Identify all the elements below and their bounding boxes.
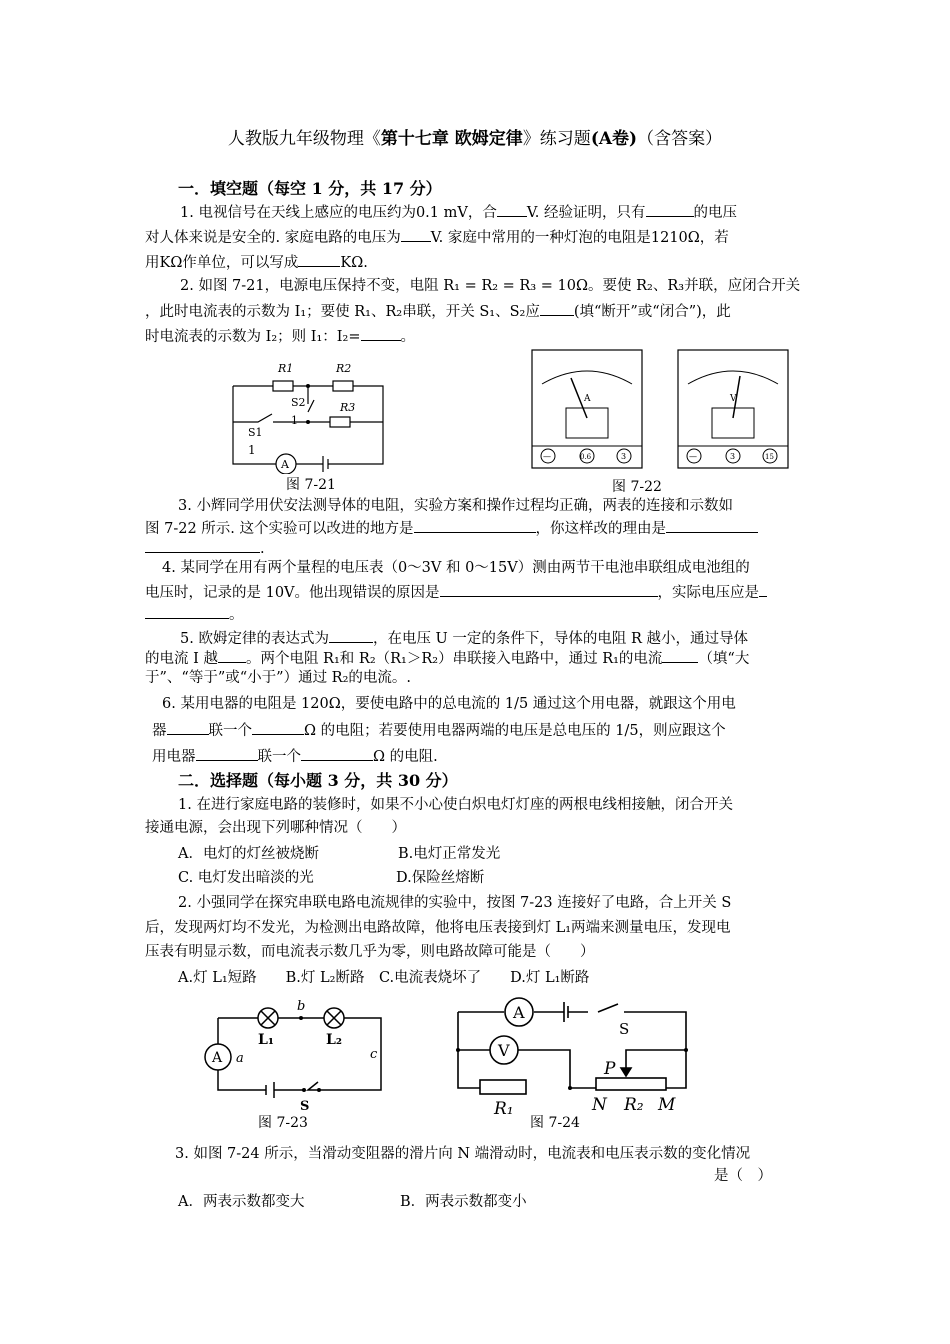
figure-7-23-circuit	[196, 996, 391, 1114]
ammeter-label: A	[281, 458, 289, 471]
figure-7-22-meters	[528, 346, 808, 476]
q6-line2: 器 联一个 Ω 的电阻；若要使用电器两端的电压是总电压的 1/5，则应跟这个	[152, 720, 726, 741]
terminal-3a: 3	[621, 452, 627, 461]
q5-line3: 于”、“等于”或“小于”）通过 R₂的电流。.	[145, 670, 412, 686]
s2q1-option-d: D.保险丝熔断	[396, 870, 485, 886]
s2q2-line2: 后，发现两灯均不发光，为检测出电路故障，他将电压表接到灯 L₁两端来测量电压，发现电	[145, 920, 731, 936]
q3-line3: .	[145, 538, 265, 559]
q4-line1: 4. 某同学在用有两个量程的电压表（0～3V 和 0～15V）测由两节干电池串联组成电池组的	[162, 560, 750, 576]
terminal-15: 15	[765, 453, 774, 461]
s2q3-line2: 是（ ）	[714, 1168, 772, 1184]
lamp-l2-label: L₂	[326, 1032, 342, 1048]
q5-line1: 5. 欧姆定律的表达式为 ，在电压 U 一定的条件下，导体的电阻 R 越小，通过导体	[180, 628, 748, 649]
one-label-a: 1	[291, 414, 298, 427]
s2q3-option-b: B．两表示数都变小	[400, 1194, 527, 1210]
node-dot	[302, 1088, 306, 1092]
q1-line1: 1. 电视信号在天线上感应的电压约为0.1 mV，合 V. 经验证明，只有 的电压	[180, 202, 737, 223]
figure-7-23-caption: 图 7-23	[258, 1115, 308, 1131]
slider-p-label: P	[604, 1059, 616, 1079]
s2q1-option-b: B.电灯正常发光	[398, 846, 501, 862]
s2q3-line1: 3. 如图 7-24 所示，当滑动变阻器的滑片向 N 端滑动时，电流表和电压表示数的变化情况	[175, 1146, 751, 1162]
figure-7-21-circuit	[228, 356, 398, 474]
section2-heading: 二．选择题（每小题 3 分，共 30 分）	[178, 771, 458, 790]
r1-label: R1	[278, 362, 294, 375]
s2q1-option-c: C. 电灯发出暗淡的光	[178, 870, 314, 886]
terminal-minus-a: —	[543, 452, 551, 461]
q4-line3: 。	[145, 604, 244, 625]
terminal-06: 0.6	[580, 453, 592, 461]
document-title: 人教版九年级物理《第十七章 欧姆定律》练习题(A卷)（含答案）	[227, 129, 723, 149]
point-a-label: a	[236, 1051, 244, 1066]
one-label-b: 1	[248, 443, 256, 457]
figure-7-21-caption: 图 7-21	[286, 477, 336, 493]
node-dot	[299, 1016, 303, 1020]
terminal-3v: 3	[730, 452, 736, 461]
s2q1-line1: 1. 在进行家庭电路的装修时，如果不小心使白炽电灯灯座的两根电线相接触，闭合开关	[178, 797, 733, 813]
ammeter-dial-label: A	[584, 394, 591, 404]
r1-label: R₁	[494, 1099, 514, 1118]
s2q3-option-a: A．两表示数都变大	[178, 1194, 305, 1210]
node-dot	[568, 1086, 572, 1090]
s2-label: S2	[291, 396, 306, 409]
ammeter-label: A	[513, 1003, 525, 1022]
s2q1-line2: 接通电源，会出现下列哪种情况（ ）	[145, 820, 406, 836]
q6-line1: 6. 某用电器的电阻是 120Ω，要使电路中的总电流的 1/5 通过这个用电器，就跟这个用电	[162, 696, 736, 712]
q1-line2: 对人体来说是安全的. 家庭电路的电压为 V. 家庭中常用的一种灯泡的电阻是1210Ω，若	[145, 227, 729, 248]
node-dot	[317, 1088, 321, 1092]
node-dot	[306, 420, 310, 424]
point-c-label: c	[370, 1047, 378, 1062]
s2q2-options: A.灯 L₁短路 B.灯 L₂断路 C.电流表烧坏了 D.灯 L₁断路	[178, 970, 590, 986]
s2q1-option-a: A．电灯的灯丝被烧断	[178, 846, 319, 862]
node-dot	[456, 1048, 460, 1052]
r2-label: R2	[336, 362, 352, 375]
switch-s-label: S	[300, 1099, 310, 1114]
r2-label: R₂	[624, 1095, 644, 1115]
terminal-minus-v: —	[689, 452, 697, 461]
node-dot	[684, 1048, 688, 1052]
figure-7-22-caption: 图 7-22	[612, 479, 662, 495]
figure-7-24-caption: 图 7-24	[530, 1115, 580, 1131]
q2-line1: 2. 如图 7-21，电源电压保持不变，电阻 R₁ = R₂ = R₃ = 10Ω。要使 R₂、R₃并联，应闭合开关	[180, 278, 801, 294]
q6-line3: 用电器 联一个 Ω 的电阻.	[152, 746, 438, 767]
end-n-label: N	[592, 1095, 607, 1115]
node-dot	[306, 384, 310, 388]
s2q2-line3: 压表有明显示数，而电流表示数几乎为零，则电路故障可能是（ ）	[145, 944, 595, 960]
s2q2-line1: 2. 小强同学在探究串联电路电流规律的实验中，按图 7-23 连接好了电路，合上开关 S	[178, 895, 732, 911]
point-b-label: b	[297, 999, 306, 1014]
q3-line2: 图 7-22 所示. 这个实验可以改进的地方是 ，你这样改的理由是	[145, 518, 758, 539]
section1-heading: 一．填空题（每空 1 分，共 17 分）	[178, 179, 442, 198]
q2-line2: ，此时电流表的示数为 I₁；要使 R₁、R₂串联，开关 S₁、S₂应 (填“断开”或“闭合”)，此	[145, 301, 731, 322]
figure-7-24-circuit	[446, 996, 696, 1118]
q3-line1: 3. 小辉同学用伏安法测导体的电阻，实验方案和操作过程均正确，两表的连接和示数如	[178, 498, 733, 514]
voltmeter-dial-label: V	[730, 394, 737, 404]
ammeter-label: A	[212, 1050, 223, 1066]
q5-line2: 的电流 I 越 。两个电阻 R₁和 R₂（R₁＞R₂）串联接入电路中，通过 R₁的电流 （填“大	[145, 648, 749, 669]
r3-label: R3	[340, 401, 356, 414]
lamp-l1-label: L₁	[258, 1032, 274, 1048]
q2-line3: 时电流表的示数为 I₂；则 I₁：I₂= 。	[145, 326, 415, 347]
s1-label: S1	[248, 426, 263, 439]
q4-line2: 电压时，记录的是 10V。他出现错误的原因是 ，实际电压应是	[145, 582, 767, 603]
q1-line3: 用KΩ作单位，可以写成 KΩ.	[145, 252, 368, 273]
voltmeter-label: V	[498, 1041, 510, 1060]
switch-s-label: S	[619, 1020, 630, 1038]
end-m-label: M	[658, 1095, 676, 1115]
